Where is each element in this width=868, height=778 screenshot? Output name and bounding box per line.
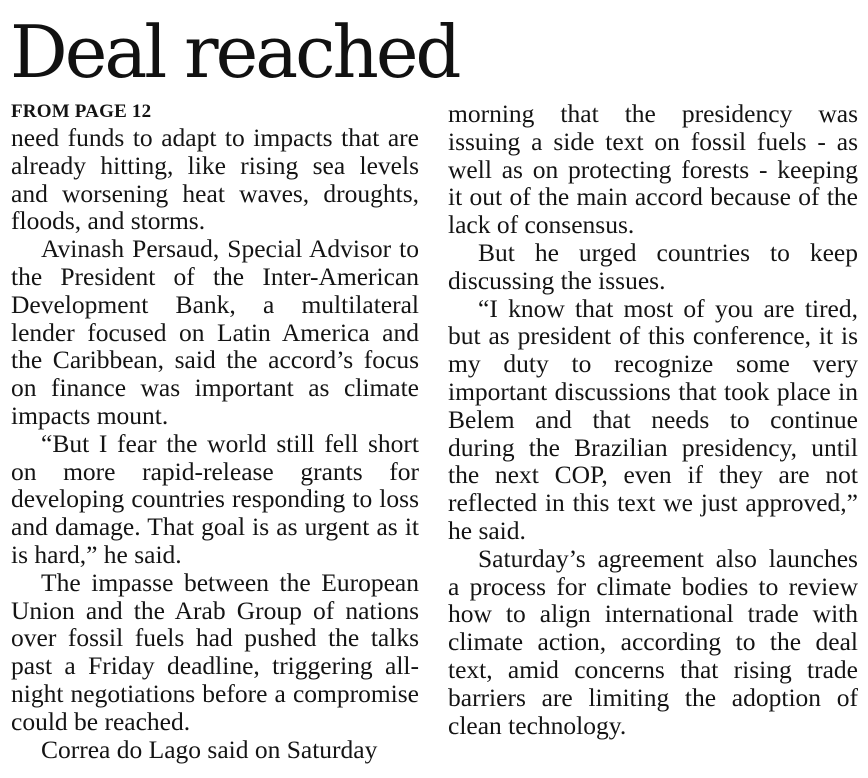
paragraph: Saturday’s agreement also launches a process for climate bodies to review how to align international trade with climate action, according to the deal text, amid concerns that rising trade barriers are limiting the adoption of clean technology.	[448, 543, 858, 740]
headline: Deal reached	[10, 10, 459, 94]
paragraph: Avinash Persaud, Special Advisor to the President of the Inter-American Development Bank, a multilateral lender focused on Latin America and the Caribbean, said the accord’s focus on finance was important as climate impacts mount.	[11, 234, 419, 430]
paragraph: “I know that most of you are tired, but as president of this conference, it is my duty to recognize some very important discussions that took place in Belem and that needs to continue during the Brazilian presidency, until the next COP, even if they are not reflected in this text we just approved,” he said.	[448, 293, 858, 545]
left-column	[11, 100, 419, 763]
paragraph: need funds to adapt to impacts that are already hitting, like rising sea levels and worsening heat waves, droughts, floods, and storms.	[11, 123, 419, 236]
right-column	[448, 100, 858, 739]
paragraph: Correa do Lago said on Saturday	[41, 734, 378, 764]
continued-from-label: FROM PAGE 12	[11, 101, 152, 122]
paragraph: The impasse between the European Union and the Arab Group of nations over fossil fuels had pushed the talks past a Friday deadline, triggering all-night negotiations before a compromise could be reached.	[11, 567, 419, 736]
paragraph: “But I fear the world still fell short on more rapid-release grants for developing countries responding to loss and damage. That goal is as urgent as it is hard,” he said.	[11, 428, 419, 569]
paragraph: morning that the presidency was issuing a side text on fossil fuels - as well as on protecting forests - keeping it out of the main accord because of the lack of consensus.	[448, 99, 858, 240]
paragraph: But he urged countries to keep discussing the issues.	[448, 237, 858, 295]
